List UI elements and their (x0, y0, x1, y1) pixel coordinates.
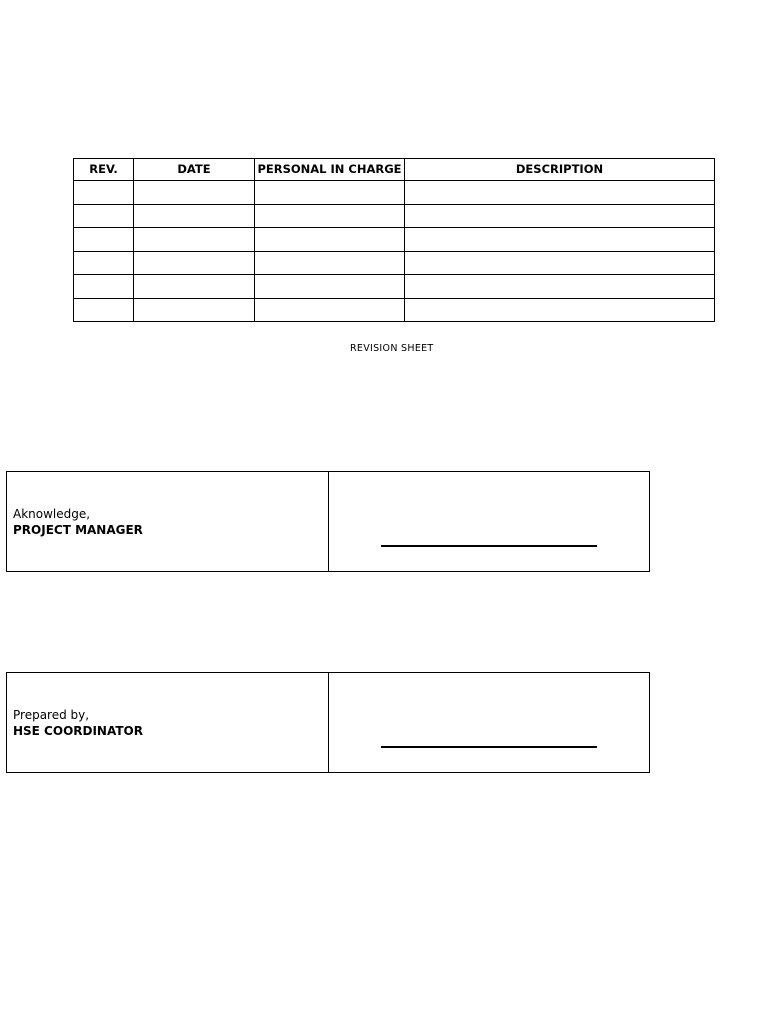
signature-role: PROJECT MANAGER (13, 522, 143, 537)
cell-person[interactable] (255, 275, 405, 299)
table-row (74, 181, 715, 205)
signature-box-hse-coordinator (6, 672, 650, 773)
cell-description[interactable] (405, 251, 715, 275)
table-row (74, 204, 715, 228)
signature-label-cell (7, 472, 329, 571)
signature-prefix: Aknowledge, (13, 506, 91, 521)
cell-person[interactable] (255, 228, 405, 252)
cell-description[interactable] (405, 275, 715, 299)
header-person-in-charge: PERSONAL IN CHARGE (255, 159, 405, 181)
table-header-row (74, 159, 715, 181)
revision-table (73, 158, 715, 322)
cell-rev[interactable] (74, 298, 134, 322)
signature-line-cell[interactable] (329, 673, 649, 772)
signature-box-project-manager (6, 471, 650, 572)
cell-description[interactable] (405, 298, 715, 322)
cell-rev[interactable] (74, 251, 134, 275)
cell-person[interactable] (255, 204, 405, 228)
cell-description[interactable] (405, 204, 715, 228)
cell-person[interactable] (255, 251, 405, 275)
table-row (74, 298, 715, 322)
cell-date[interactable] (134, 204, 255, 228)
cell-date[interactable] (134, 275, 255, 299)
table-row (74, 251, 715, 275)
cell-description[interactable] (405, 228, 715, 252)
table-row (74, 275, 715, 299)
cell-date[interactable] (134, 298, 255, 322)
signature-line (381, 545, 597, 547)
signature-prefix: Prepared by, (13, 707, 90, 722)
cell-date[interactable] (134, 181, 255, 205)
cell-rev[interactable] (74, 204, 134, 228)
cell-rev[interactable] (74, 181, 134, 205)
cell-rev[interactable] (74, 275, 134, 299)
table-row (74, 228, 715, 252)
cell-date[interactable] (134, 251, 255, 275)
cell-person[interactable] (255, 181, 405, 205)
signature-label-cell (7, 673, 329, 772)
cell-person[interactable] (255, 298, 405, 322)
cell-rev[interactable] (74, 228, 134, 252)
revision-sheet-caption: REVISION SHEET (350, 343, 434, 354)
cell-date[interactable] (134, 228, 255, 252)
signature-role: HSE COORDINATOR (13, 723, 143, 738)
signature-line (381, 746, 597, 748)
signature-line-cell[interactable] (329, 472, 649, 571)
header-date: DATE (134, 159, 255, 181)
cell-description[interactable] (405, 181, 715, 205)
header-rev: REV. (74, 159, 134, 181)
header-description: DESCRIPTION (405, 159, 715, 181)
